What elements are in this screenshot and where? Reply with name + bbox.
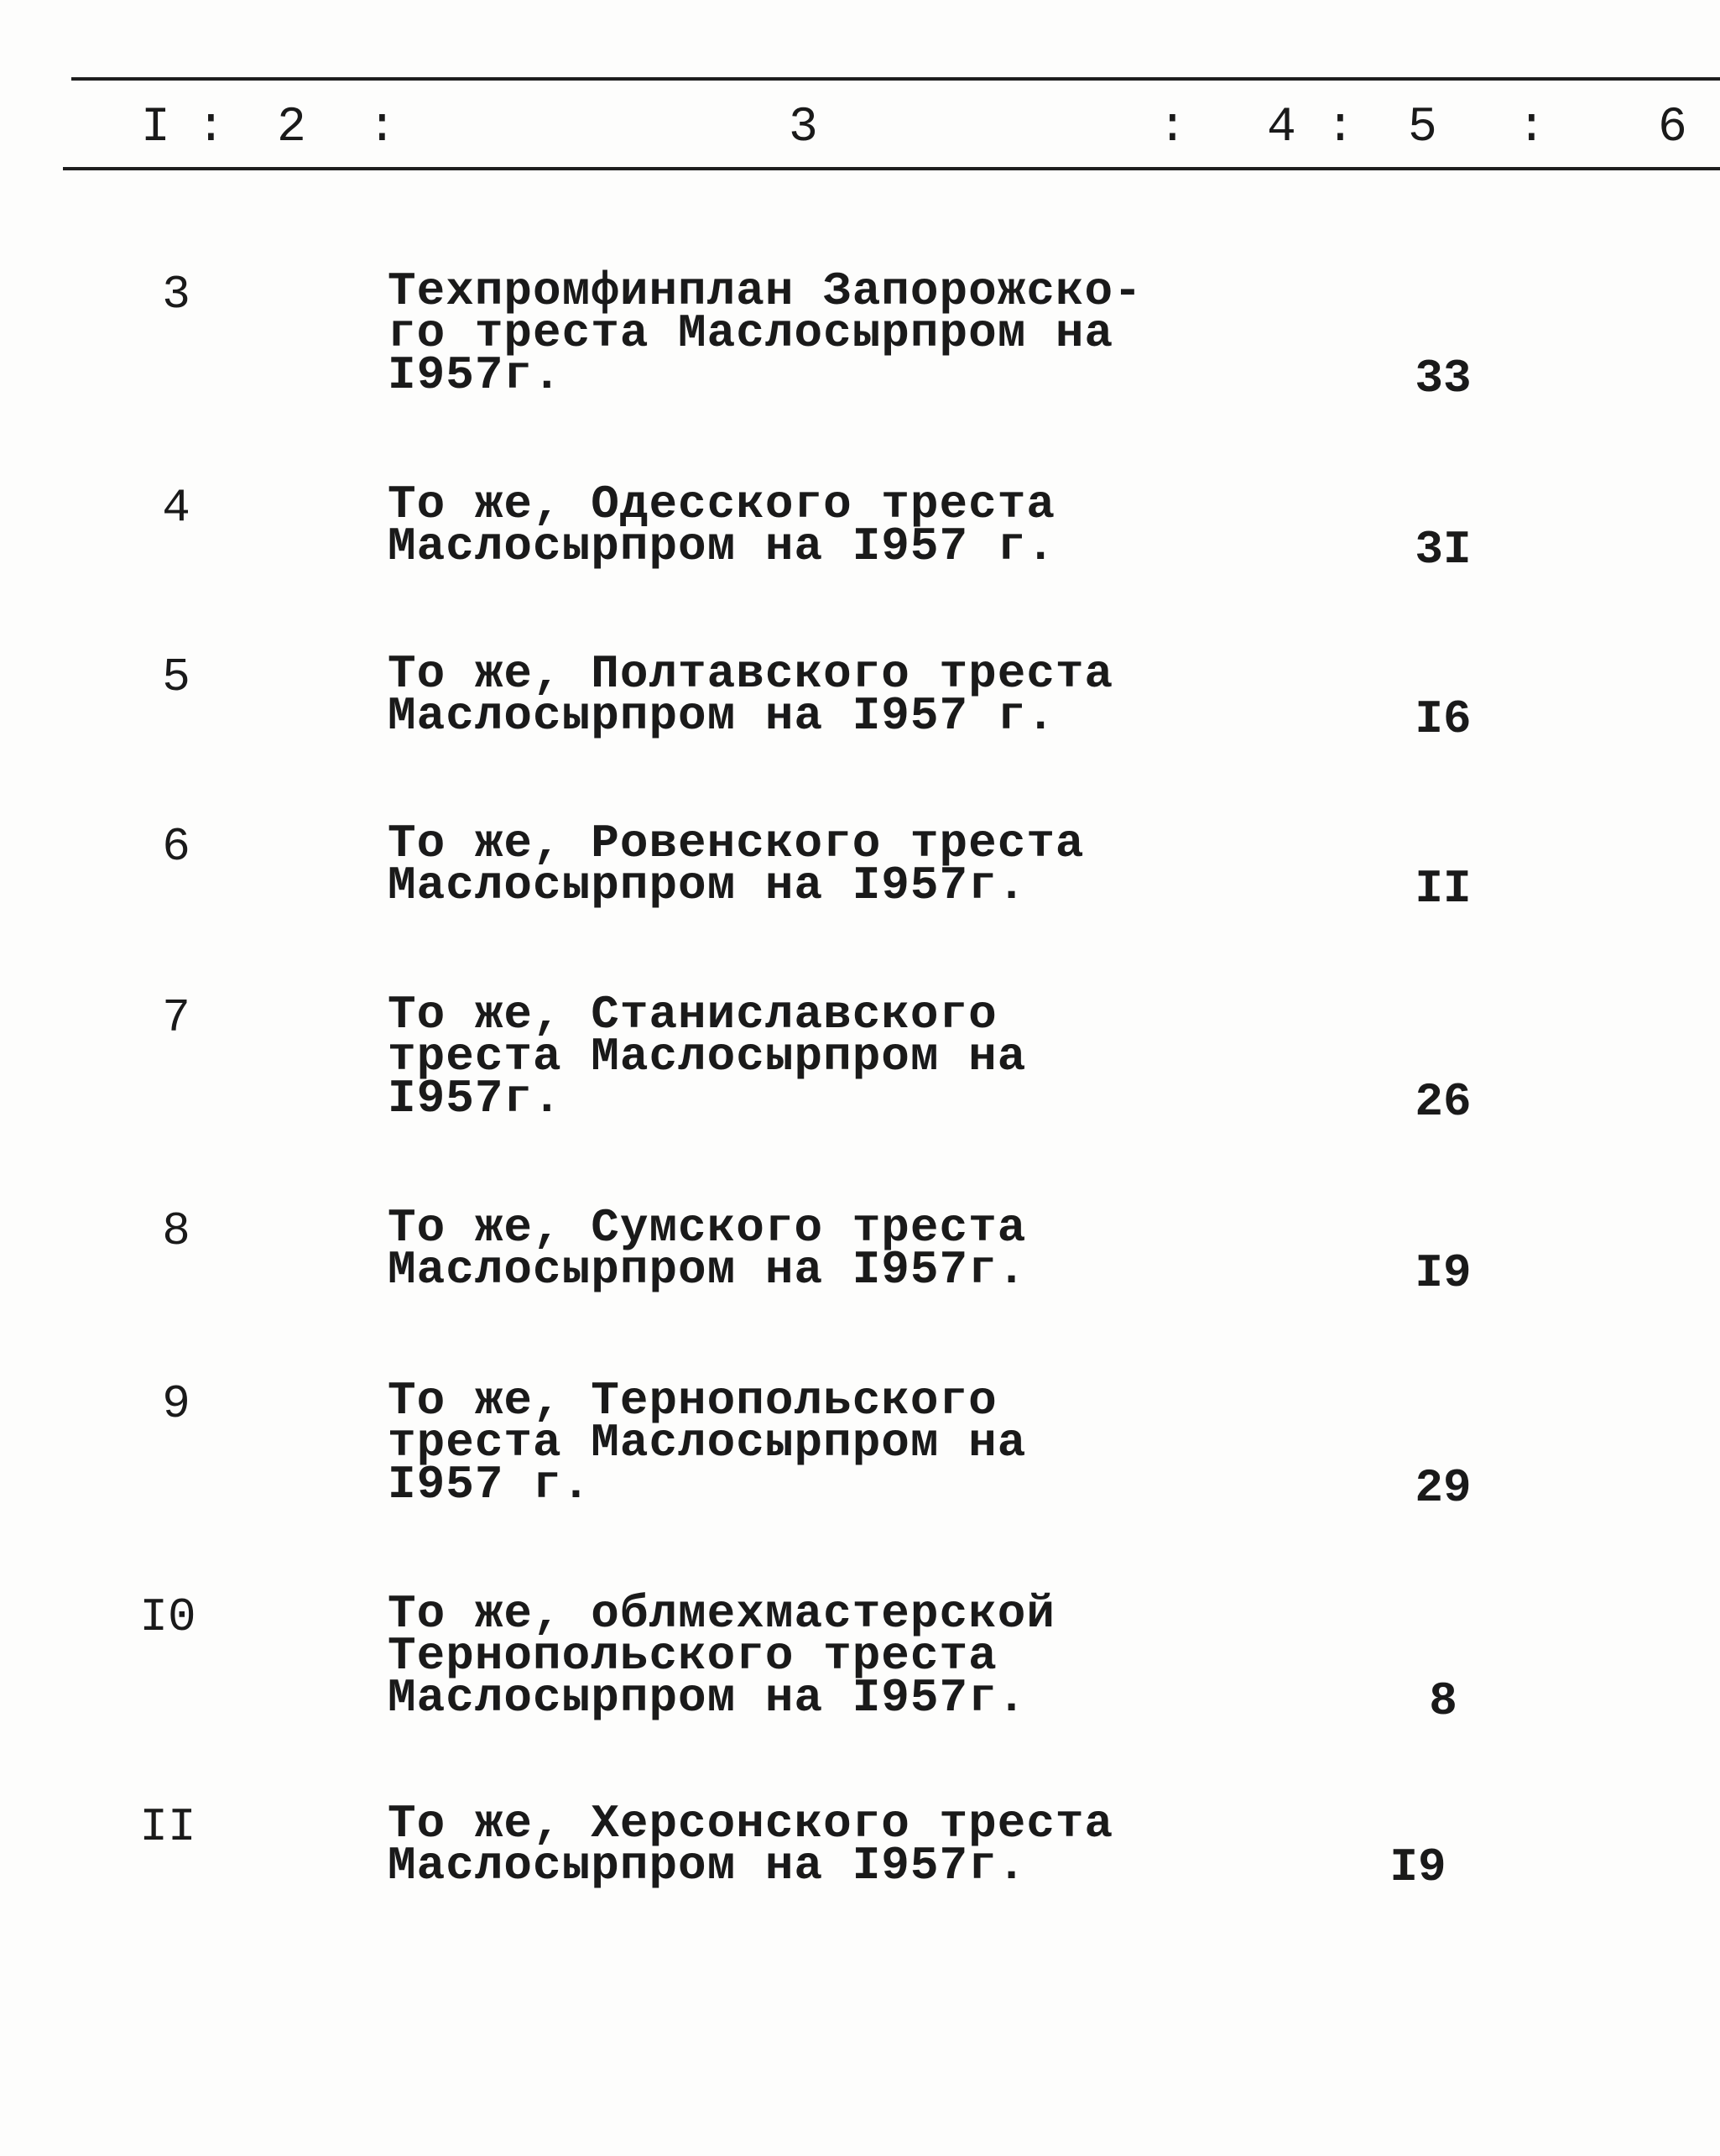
- row-number: 4: [162, 481, 190, 535]
- row-sheet-count: 26: [1415, 1075, 1472, 1129]
- header-col-5: 5: [1408, 101, 1439, 155]
- row-title: То же, облмехмастерской Тернопольского треста Маслосырпром на I957г.: [388, 1587, 1055, 1725]
- row-number: 6: [162, 820, 190, 874]
- row-sheet-count: II: [1415, 862, 1472, 916]
- row-number: II: [139, 1800, 196, 1854]
- header-col-4: 4: [1267, 101, 1298, 155]
- row-number: 5: [162, 650, 190, 704]
- header-separator-3: :: [1158, 101, 1189, 155]
- row-title: То же, Херсонского треста Маслосырпром на I957г.: [388, 1797, 1114, 1892]
- row-number: 8: [162, 1204, 190, 1258]
- row-sheet-count: 8: [1429, 1674, 1457, 1728]
- row-sheet-count: I9: [1415, 1246, 1472, 1300]
- header-col-3: 3: [789, 101, 820, 155]
- header-top-rule: [71, 77, 1720, 81]
- row-sheet-count: 29: [1415, 1461, 1472, 1515]
- header-col-1: I: [141, 101, 172, 155]
- row-title: То же, Станиславского треста Маслосырпром на I957г.: [388, 988, 1027, 1125]
- row-title: То же, Тернопольского треста Маслосырпром на I957 г.: [388, 1374, 1027, 1511]
- header-separator-1: :: [196, 101, 227, 155]
- row-title: То же, Сумского треста Маслосырпром на I957г.: [388, 1201, 1027, 1297]
- row-title: То же, Полтавского треста Маслосырпром на I957 г.: [388, 647, 1114, 743]
- row-title: То же, Ровенского треста Маслосырпром на I957г.: [388, 817, 1085, 912]
- row-title: То же, Одесского треста Маслосырпром на I957 г.: [388, 478, 1055, 573]
- header-col-6: 6: [1658, 101, 1689, 155]
- row-number: 3: [162, 268, 190, 321]
- header-separator-2: :: [367, 101, 399, 155]
- row-number: I0: [139, 1590, 196, 1644]
- row-number: 7: [162, 991, 190, 1045]
- row-sheet-count: I6: [1415, 692, 1472, 746]
- row-sheet-count: 33: [1415, 352, 1472, 405]
- row-sheet-count: 3I: [1415, 523, 1472, 577]
- row-sheet-count: I9: [1389, 1840, 1446, 1894]
- header-separator-5: :: [1517, 101, 1548, 155]
- header-col-2: 2: [277, 101, 308, 155]
- header-bottom-rule: [63, 167, 1720, 170]
- row-title: Техпромфинплан Запорожско- го треста Маслосырпром на I957г.: [388, 264, 1143, 402]
- row-number: 9: [162, 1377, 190, 1431]
- header-separator-4: :: [1326, 101, 1357, 155]
